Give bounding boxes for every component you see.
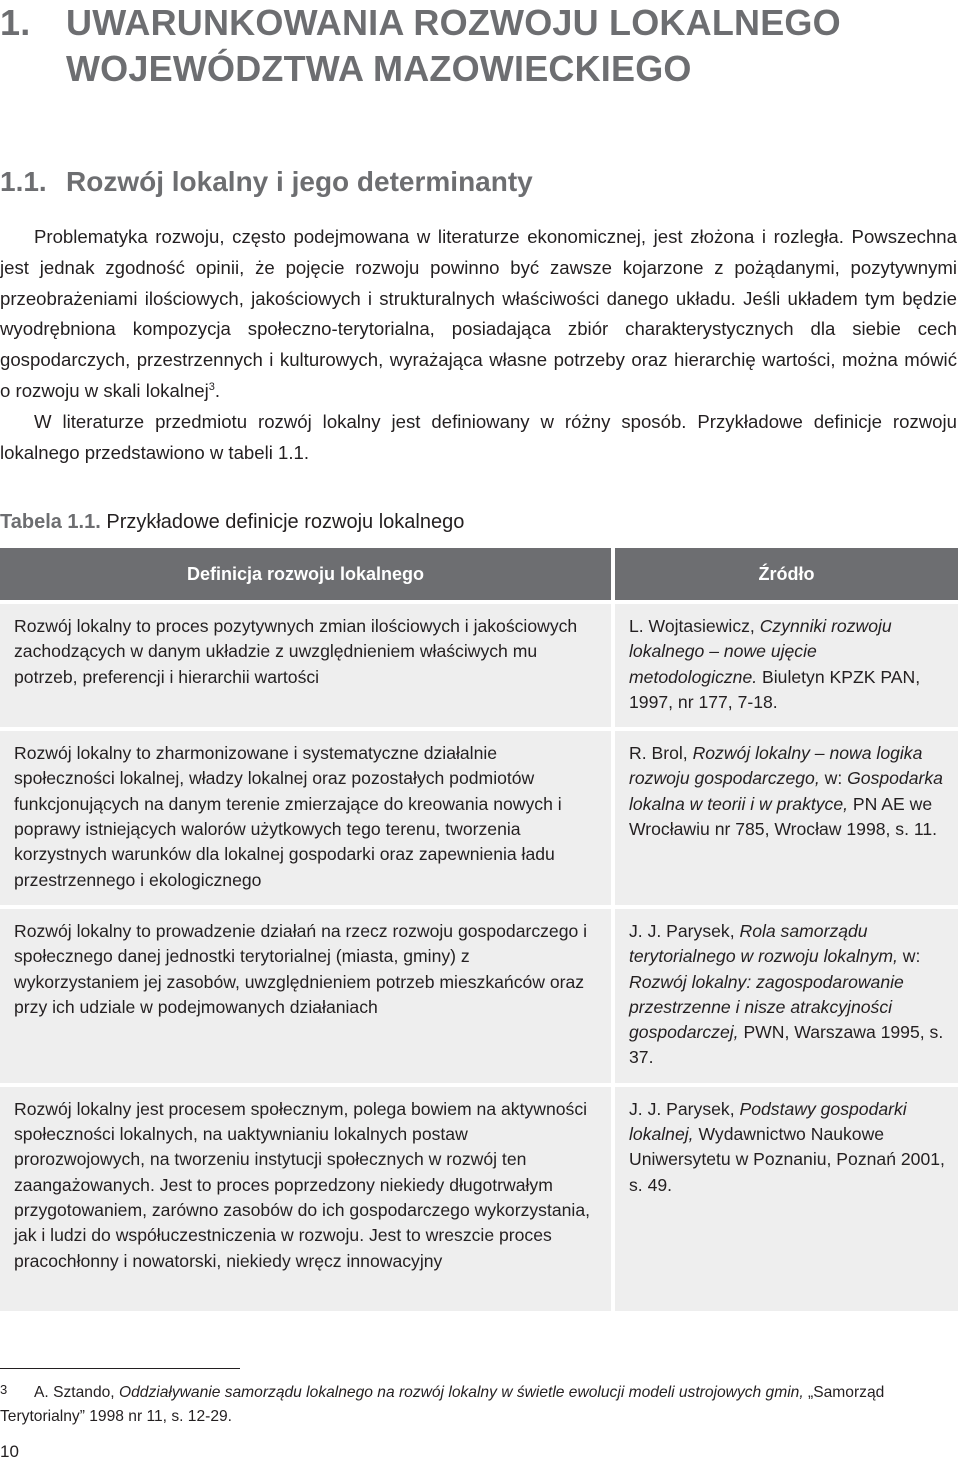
chapter-title-line-2: WOJEWÓDZTWA MAZOWIECKIEGO <box>66 48 692 89</box>
table-row <box>0 1083 958 1311</box>
source-cell <box>615 600 958 727</box>
table-row <box>0 905 958 1083</box>
definition-cell: Rozwój lokalny to prowadzenie działań na rzecz rozwoju gospodarczego i społecznego danej jednostki terytorialnej (miasta, gminy) z wykorzystaniem jej zasobów, uwzględnieniem potrzeb mieszkańców oraz przy ich udziale w podejmowanych działaniach <box>0 905 615 1083</box>
footnote-number: 3 <box>0 1382 8 1397</box>
footnote-rest: „Samorząd Terytorialny” 1998 nr 11, s. 12-29. <box>0 1384 885 1425</box>
table-caption-text: Przykładowe definicje rozwoju lokalnego <box>106 511 465 533</box>
table-caption-label: Tabela 1.1. <box>0 511 101 533</box>
source-rest: PN AE we Wrocławiu nr 785, Wrocław 1998, s. 11. <box>629 793 938 840</box>
table-header-row <box>0 548 958 600</box>
section-title <box>0 164 533 200</box>
page-number: 10 <box>0 1442 19 1461</box>
source-title: Czynniki rozwoju lokalnego – nowe ujęcie metodologiczne. <box>629 616 892 687</box>
source-author: L. Wojtasiewicz, <box>629 616 755 636</box>
source-cell <box>615 727 958 905</box>
section-number: 1.1. <box>0 166 47 197</box>
footnote <box>0 1378 957 1429</box>
paragraph-1-end: . <box>214 379 221 401</box>
source-author: J. J. Parysek, <box>629 1098 735 1119</box>
definitions-table <box>0 548 958 1311</box>
source-rest: Biuletyn KPZK PAN, 1997, nr 177, 7-18. <box>629 666 921 712</box>
chapter-title-line-1: UWARUNKOWANIA ROZWOJU LOKALNEGO <box>66 2 841 43</box>
paragraph-2: W literaturze przedmiotu rozwój lokalny jest definiowany w różny sposób. Przykładowe definicje rozwoju lokalnego przedstawiono w tabeli 1.1. <box>0 410 957 463</box>
paragraph-1 <box>0 222 957 407</box>
source-author: R. Brol, <box>629 743 688 764</box>
definition-cell: Rozwój lokalny jest procesem społecznym, polega bowiem na aktywności społeczności lokalnych, na uaktywnianiu lokalnych postaw prorozwojowych, na tworzeniu instytucji społecznych w rozwój ten zaangażowanych. Jest to proces poprzedzony niekiedy długotrwałym przygotowaniem, zarówno zasobów do ich gospodarczego wykorzystania, jak i ludzi do współuczestniczenia w rozwoju. Jest to wreszcie proces pracochłonny i nowatorski, niekiedy wręcz innowacyjny <box>0 1083 615 1311</box>
source-cell <box>615 1083 958 1311</box>
footnote-ref[interactable]: 3 <box>208 380 215 393</box>
header-source: Źródło <box>615 548 958 600</box>
definition-cell: Rozwój lokalny to proces pozytywnych zmian ilościowych i jakościowych zachodzących w danym układzie z uwzględnieniem właściwych mu potrzeb, preferencji i hierarchii wartości <box>0 600 615 727</box>
source-title: Rola samorządu terytorialnego w rozwoju lokalnym, <box>629 920 898 967</box>
chapter-number: 1. <box>0 2 31 43</box>
chapter-title <box>0 0 940 92</box>
paragraph-1-text: Problematyka rozwoju, często podejmowana w literaturze ekonomicznej, jest złożona i rozległa. Powszechna jest jednak zgodność opinii, że pojęcie rozwoju powinno być zawsze kojarzone z pożądanymi, pozytywnymi przeobrażeniami ilościowych, jakościowych i strukturalnych właściwości danego układu. Jeśli układem tym będzie wyodrębniona kompozycja społeczno-terytorialna, posiadająca zbiór charakterystycznych dla siebie cech gospodarczych, przestrzennych i kulturowych, wyrażająca własne potrzeby oraz hierarchię wartości, można mówić o rozwoju w skali lokalnej <box>0 226 957 401</box>
source-title: Rozwój lokalny – nowa logika rozwoju gospodarczego, <box>629 743 923 789</box>
table-row <box>0 600 958 727</box>
body-text <box>0 222 957 468</box>
source-book: Rozwój lokalny: zagospodarowanie przestrzenne i nisze atrakcyjności gospodarczej, <box>629 971 904 1043</box>
source-title: Podstawy gospodarki lokalnej, <box>629 1098 907 1145</box>
definition-cell: Rozwój lokalny to zharmonizowane i systematyczne działalnie społeczności lokalnej, władzy lokalnej oraz pozostałych podmiotów funkcjonujących na danym terenie zmierzające do kreowania nowych i poprawy istniejących walorów użytkowych tego terenu, tworzenia korzystnych warunków dla lokalnej gospodarki oraz zapewnienia ładu przestrzennego i ekologicznego <box>0 727 615 905</box>
footnote-divider <box>0 1368 240 1369</box>
table-row <box>0 727 958 905</box>
footnote-author: A. Sztando, <box>34 1384 115 1401</box>
header-definition: Definicja rozwoju lokalnego <box>0 548 615 600</box>
source-in: w: <box>824 768 843 789</box>
source-book: Gospodarka lokalna w teorii i w praktyce, <box>629 768 943 814</box>
source-rest: PWN, Warszawa 1995, s. 37. <box>629 1022 944 1068</box>
table-caption <box>0 508 464 536</box>
footnote-title: Oddziaływanie samorządu lokalnego na rozwój lokalny w świetle ewolucji modeli ustrojowych gmin, <box>118 1384 804 1401</box>
source-cell <box>615 905 958 1083</box>
section-title-text: Rozwój lokalny i jego determinanty <box>66 166 533 197</box>
source-rest: Wydawnictwo Naukowe Uniwersytetu w Poznaniu, Poznań 2001, s. 49. <box>629 1124 945 1195</box>
source-author: J. J. Parysek, <box>629 920 735 941</box>
source-in: w: <box>902 946 921 967</box>
